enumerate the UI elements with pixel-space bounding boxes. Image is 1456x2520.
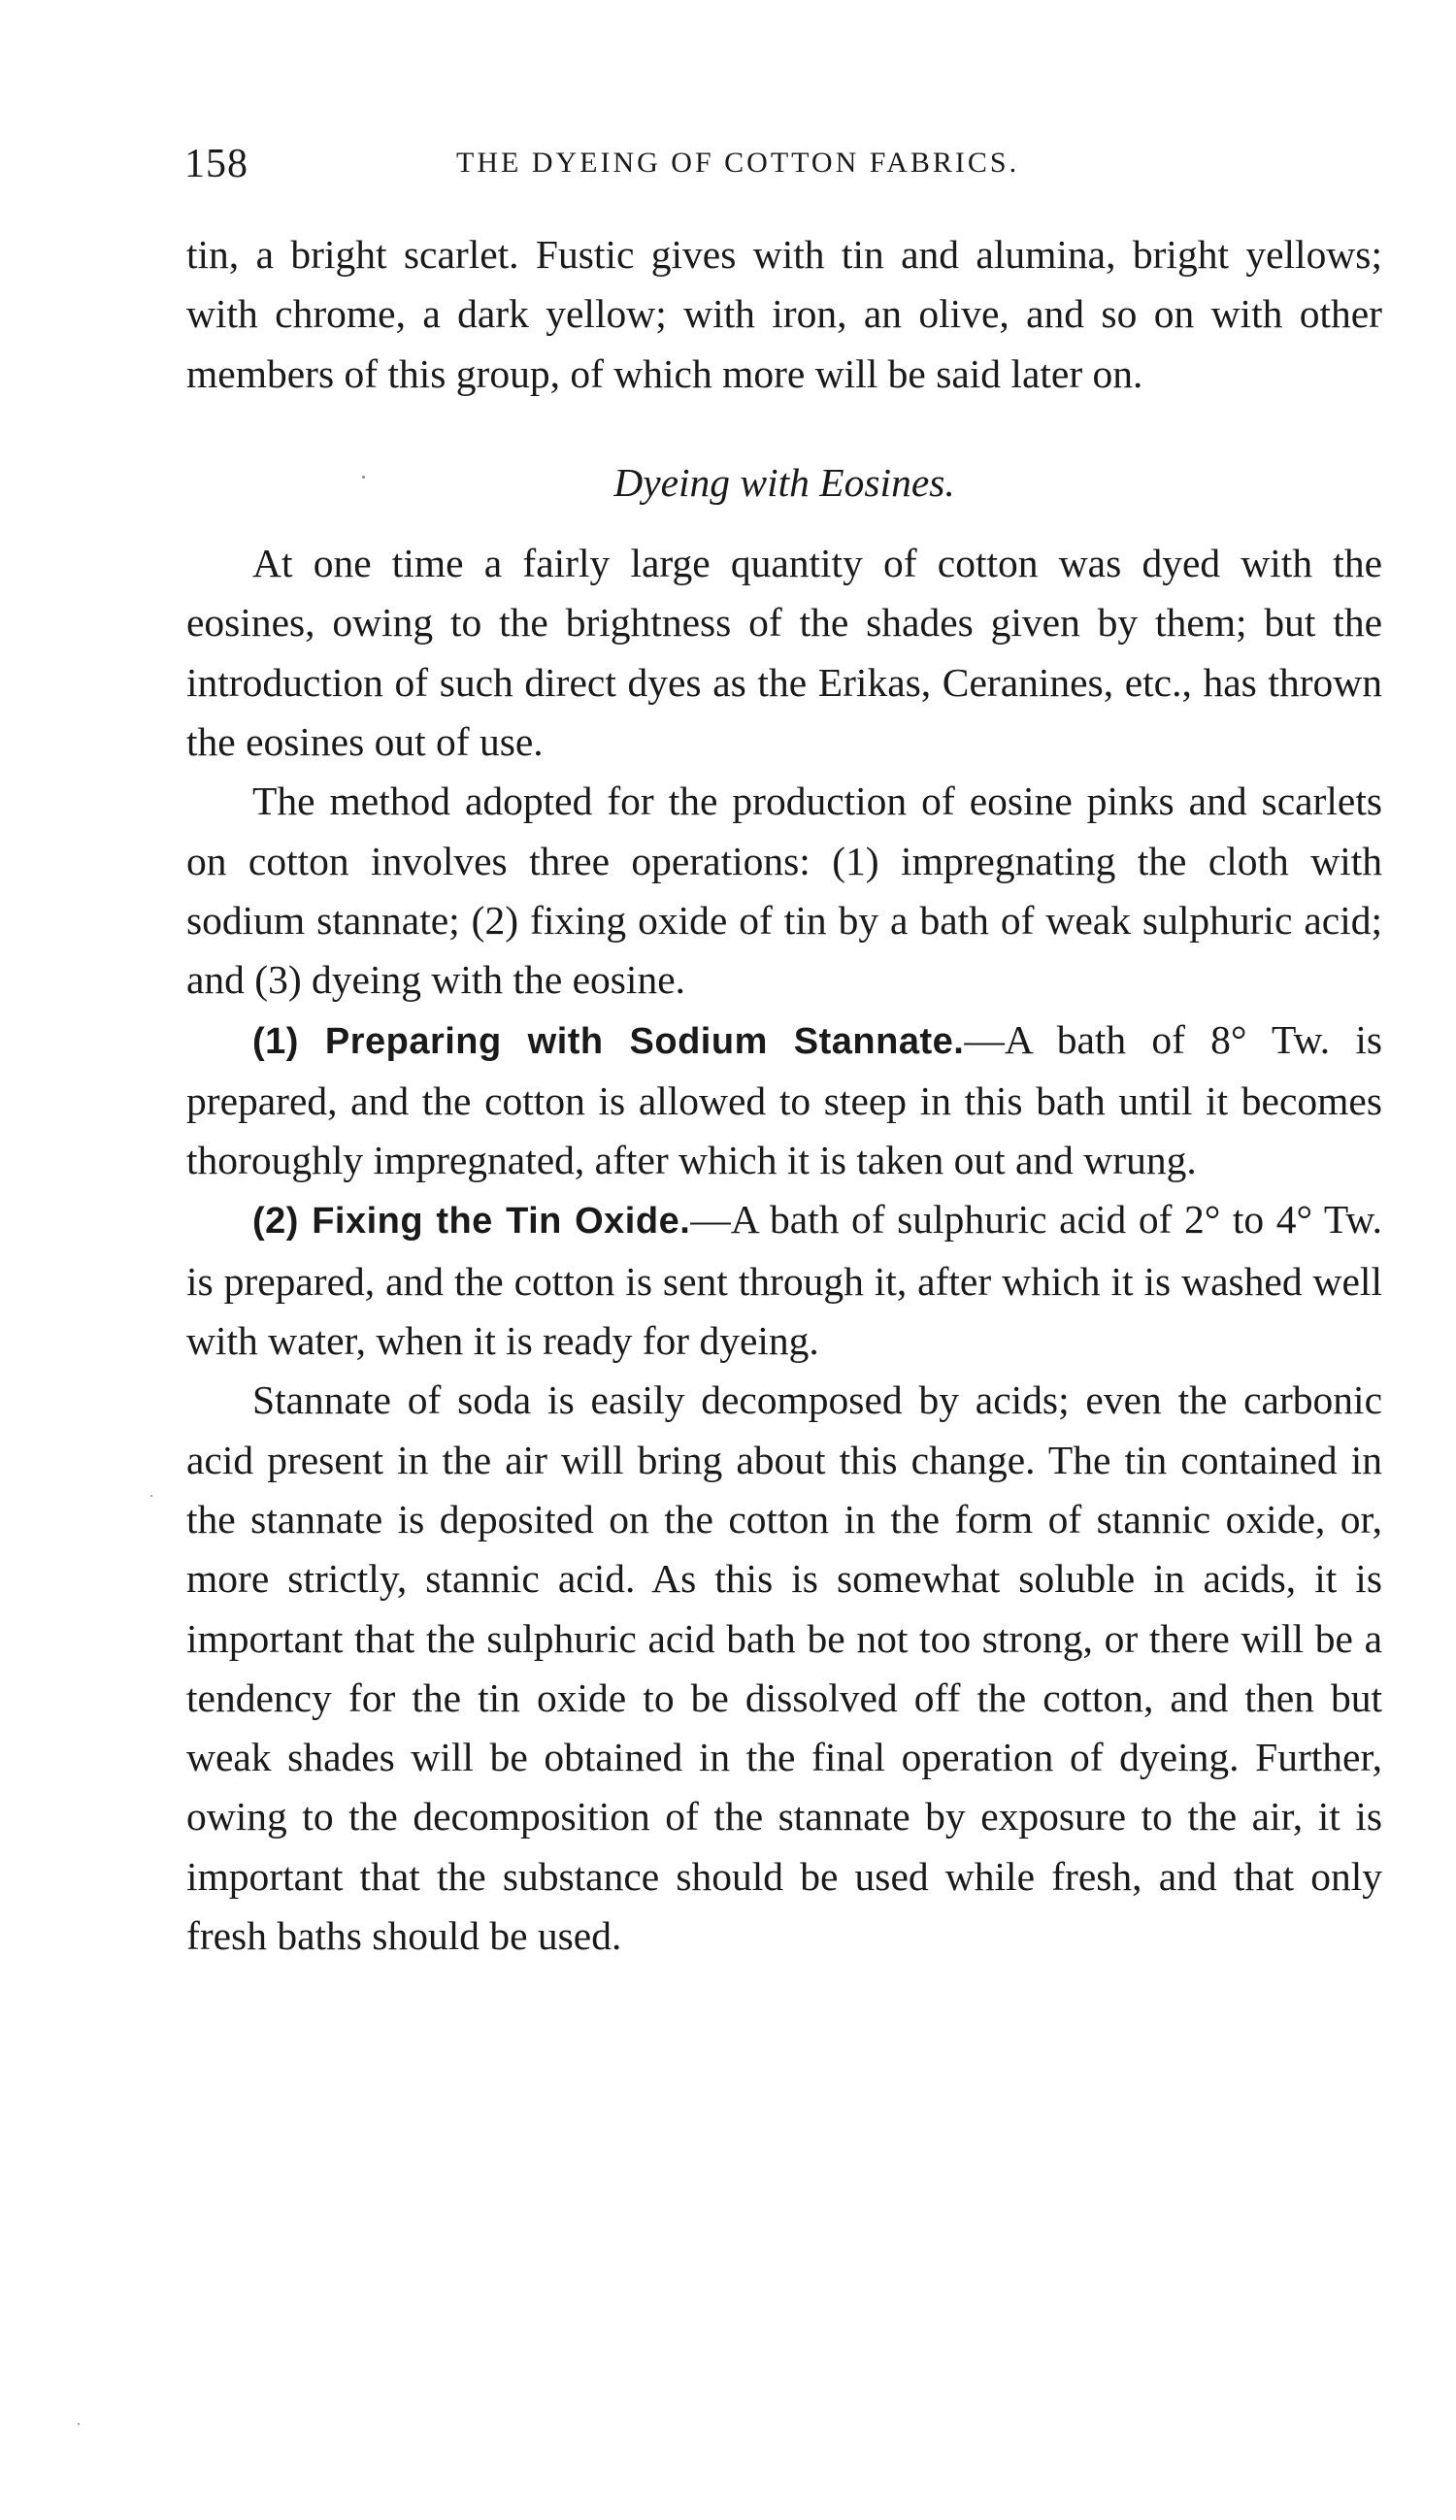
step-1-heading: (1) Preparing with Sodium Stannate. xyxy=(252,1020,965,1062)
page-number: 158 xyxy=(184,142,248,186)
paragraph-stannate: Stannate of soda is easily decomposed by acids; even the carbonic acid present in the air will bring about this change. The tin contained in the stannate is deposited on the cotton in the form of stannic oxide, or, more strictly, stannic acid. As this is somewhat soluble in acids, it is important that the sulphuric acid bath be not too strong, or there will be a tendency for the tin oxide to be dissolved off the cotton, and then but weak shades will be obtained in the final operation of dyeing. Further, owing to the decomposition of the stannate by exposure to the air, it is important that the substance should be used while fresh, and that only fresh baths should be used. xyxy=(186,1377,1382,1959)
paper-speck xyxy=(362,476,365,479)
paragraph-continued: tin, a bright scarlet. Fustic gives with tin and alumina, bright yellows; with chrome, a dark yellow; with iron, an olive, and so on with other members of this group, of which more will be said later on. xyxy=(186,232,1382,396)
step-2-text: —A bath of sulphuric acid of 2° to 4° Tw. is prepared, and the cotton is sent through it, after which it is washed well with water, when it is ready for dyeing. xyxy=(186,1197,1382,1364)
paper-speck xyxy=(78,2423,80,2425)
paragraph-eosines-intro: At one time a fairly large quantity of cotton was dyed with the eosines, owing to the brightness of the shades given by them; but the introduction of such direct dyes as the Erikas, Ceranines, etc., has thrown the eosines out of use. xyxy=(186,541,1382,765)
page-body xyxy=(186,225,1382,1966)
running-head: THE DYEING OF COTTON FABRICS. xyxy=(456,147,1020,179)
paper-speck xyxy=(150,1495,152,1497)
paragraph-step-1 xyxy=(186,1011,1382,1191)
paragraph-method: The method adopted for the production of eosine pinks and scarlets on cotton involves three operations: (1) impregnating the cloth with sodium stannate; (2) fixing oxide of tin by a bath of weak sulphuric acid; and (3) dyeing with the eosine. xyxy=(186,779,1382,1003)
step-1-text: —A bath of 8° Tw. is prepared, and the cotton is allowed to steep in this bath until it becomes thoroughly impregnated, after which it is taken out and wrung. xyxy=(186,1016,1383,1183)
section-heading: Dyeing with Eosines. xyxy=(613,459,955,505)
step-2-heading: (2) Fixing the Tin Oxide. xyxy=(252,1201,691,1243)
paragraph-step-2 xyxy=(186,1190,1382,1371)
page-header xyxy=(184,141,1388,199)
